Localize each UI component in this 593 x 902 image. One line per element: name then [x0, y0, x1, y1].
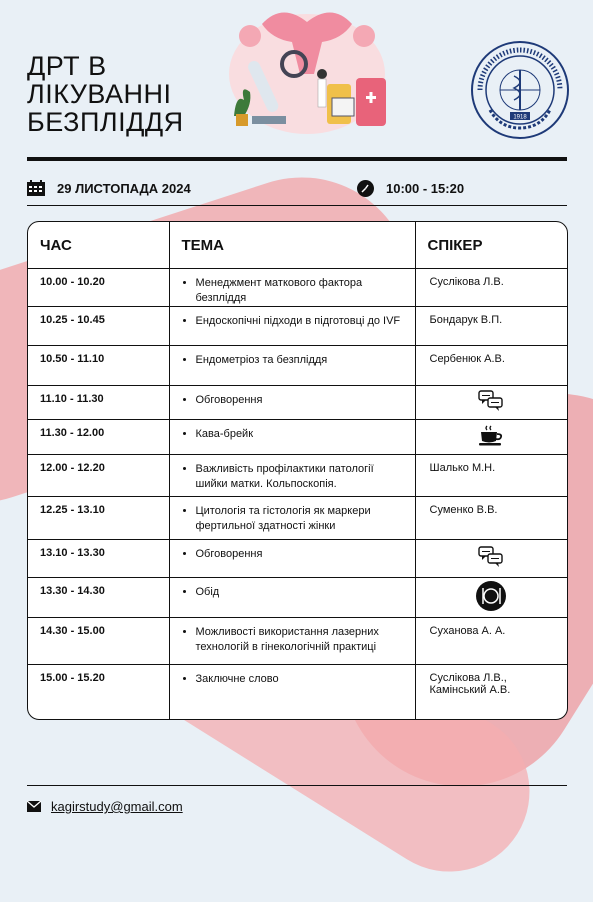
- row-speaker: Шалько М.Н.: [415, 454, 567, 496]
- title-line: ДРТ В: [27, 51, 107, 81]
- row-topic: • Менеджмент маткового фактора безпліддя: [196, 276, 407, 306]
- svg-text:1918: 1918: [513, 114, 527, 121]
- row-speaker: Суменко В.В.: [415, 497, 567, 539]
- row-topic-cell: [169, 618, 415, 664]
- table-row: [28, 386, 567, 420]
- table-row: [28, 497, 567, 539]
- row-topic-cell: [169, 345, 415, 385]
- page-title: [27, 52, 184, 136]
- row-topic-cell: [169, 307, 415, 345]
- table-row: [28, 269, 567, 307]
- table-row: [28, 578, 567, 618]
- row-time: 10.25 - 10.45: [28, 307, 169, 345]
- title-line: ЛІКУВАННІ: [27, 79, 172, 109]
- calendar-icon: [27, 180, 45, 196]
- header-divider: [27, 157, 567, 161]
- row-time: 12.00 - 12.20: [28, 454, 169, 496]
- university-seal-logo: [470, 40, 570, 140]
- row-time: 11.10 - 11.30: [28, 386, 169, 420]
- header-time: ЧАС: [28, 222, 169, 269]
- table-row: [28, 307, 567, 345]
- row-topic: • Обговорення: [196, 393, 407, 408]
- row-topic: • Обговорення: [196, 547, 407, 562]
- contact-email[interactable]: [27, 799, 183, 814]
- row-time: 13.30 - 14.30: [28, 578, 169, 618]
- row-topic: • Обід: [196, 585, 407, 600]
- row-speaker: Суслікова Л.В.: [415, 269, 567, 307]
- row-topic-cell: [169, 269, 415, 307]
- table-row: [28, 539, 567, 577]
- row-time: 11.30 - 12.00: [28, 420, 169, 454]
- table-header-row: [28, 222, 567, 269]
- row-topic: • Ендоскопічні підходи в підготовці до IVF: [196, 314, 407, 329]
- chat-icon: [478, 559, 504, 571]
- dinner-icon: [476, 602, 506, 614]
- row-time: 15.00 - 15.20: [28, 664, 169, 719]
- row-topic-cell: [169, 578, 415, 618]
- header-topic: ТЕМА: [169, 222, 415, 269]
- schedule-table: [27, 221, 568, 720]
- row-time: 10.00 - 10.20: [28, 269, 169, 307]
- date-divider: [27, 205, 567, 206]
- row-topic-cell: [169, 539, 415, 577]
- email-link[interactable]: kagirstudy@gmail.com: [51, 799, 183, 814]
- row-topic-cell: [169, 454, 415, 496]
- table-row: [28, 454, 567, 496]
- row-time: 13.10 - 13.30: [28, 539, 169, 577]
- row-topic: • Кава-брейк: [196, 427, 407, 442]
- event-time: [357, 180, 464, 197]
- row-time: 14.30 - 15.00: [28, 618, 169, 664]
- table-row: [28, 664, 567, 719]
- coffee-icon: [478, 438, 504, 450]
- clock-icon: [357, 180, 374, 197]
- time-text: 10:00 - 15:20: [386, 181, 465, 196]
- title-line: БЕЗПЛІДДЯ: [27, 107, 184, 137]
- row-topic: • Цитологія та гістологія як маркери фертильної здатності жінки: [196, 504, 407, 534]
- table-row: [28, 420, 567, 454]
- row-time: 12.25 - 13.10: [28, 497, 169, 539]
- row-topic: • Заключне слово: [196, 672, 407, 687]
- row-icon-cell: [415, 386, 567, 420]
- row-speaker: Суханова А. А.: [415, 618, 567, 664]
- date-text: 29 ЛИСТОПАДА 2024: [57, 180, 191, 196]
- row-icon-cell: [415, 578, 567, 618]
- footer-divider: [27, 785, 567, 786]
- row-speaker: Бондарук В.П.: [415, 307, 567, 345]
- row-topic-cell: [169, 664, 415, 719]
- row-topic: • Ендометріоз та безпліддя: [196, 353, 407, 368]
- medical-illustration: [222, 4, 392, 134]
- header-speaker: СПІКЕР: [415, 222, 567, 269]
- row-topic-cell: [169, 420, 415, 454]
- row-topic-cell: [169, 386, 415, 420]
- row-topic-cell: [169, 497, 415, 539]
- event-date: [27, 180, 191, 196]
- row-icon-cell: [415, 420, 567, 454]
- row-icon-cell: [415, 539, 567, 577]
- table-row: [28, 345, 567, 385]
- row-speaker: Сербенюк А.В.: [415, 345, 567, 385]
- row-topic: • Важливість профілактики патології шийки матки. Кольпоскопія.: [196, 462, 407, 492]
- table-row: [28, 618, 567, 664]
- envelope-icon: [27, 801, 41, 812]
- row-speaker: Суслікова Л.В., Камінський А.В.: [415, 664, 567, 719]
- row-time: 10.50 - 11.10: [28, 345, 169, 385]
- row-topic: • Можливості використання лазерних технологій в гінекологічній практиці: [196, 625, 407, 655]
- chat-icon: [478, 403, 504, 415]
